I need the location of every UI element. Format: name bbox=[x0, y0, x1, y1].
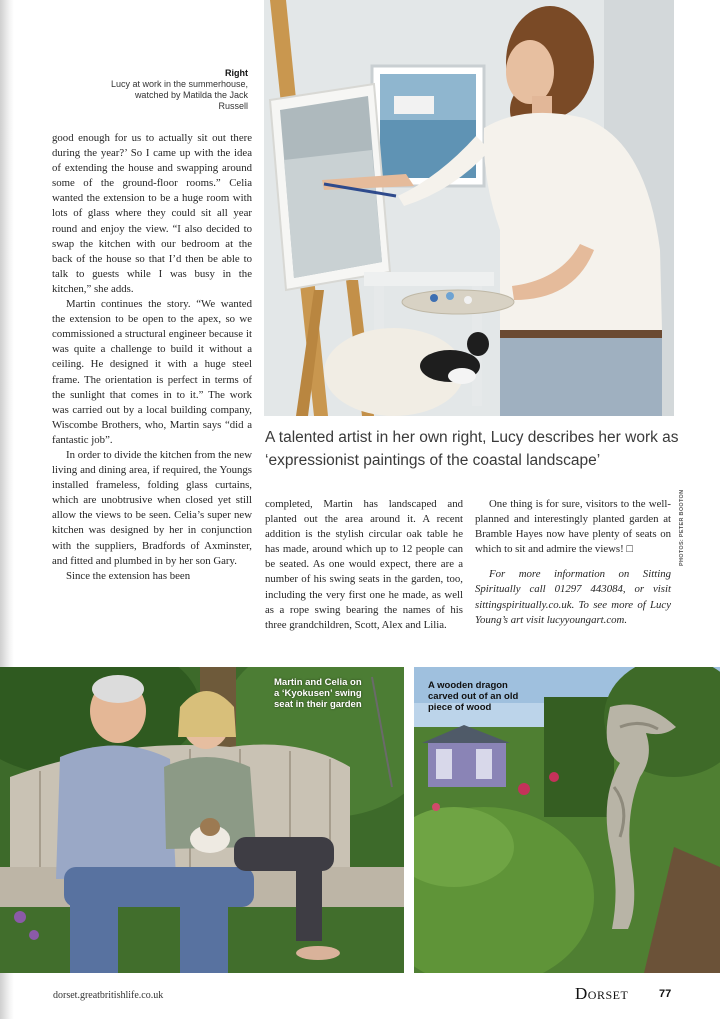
footer-magazine-name: Dorset bbox=[575, 984, 629, 1003]
footer-page-number: 77 bbox=[659, 988, 672, 1000]
photo-credit: PHOTOS: PETER BOOTON bbox=[679, 489, 685, 566]
hero-photo-artist-painting bbox=[264, 0, 674, 416]
footer-website-url: dorset.greatbritishlife.co.uk bbox=[53, 990, 164, 1001]
pull-quote: A talented artist in her own right, Lucy describes her work as ‘expressionist paintings of the coastal landscape’ bbox=[265, 429, 679, 469]
caption-bottom-left: Martin and Celia on a ‘Kyokusen’ swing seat in their garden bbox=[274, 677, 362, 710]
paragraph: Since the extension has been bbox=[66, 569, 191, 582]
paragraph: completed, Martin has landscaped and planted out the area around it. A recent addition is the stylish circular oak table he has made, around which up to 12 people can be seated. As one would expect, there are a number of his swing seats in the garden, too, including the very first one he made, as well as a rope swing bearing the names of his three grandchildren, Scott, Alex and Lilia. bbox=[265, 498, 463, 631]
article-column-right bbox=[475, 497, 671, 628]
paragraph: good enough for us to actually sit out there during the year?’ So I came up with the idea of extending the house and swapping around some of the ground-floor rooms.” Celia wanted the extension to be a huge room with lots of glass where they could sit all year round and enjoy the view. “I also decided to swap the kitchen with our bedroom at the back of the house so that I’d then be able to talk to guests while I was busy in the kitchen,” she adds. bbox=[52, 132, 252, 295]
caption-top-body: Lucy at work in the summerhouse, watched by Matilda the Jack Russell bbox=[110, 79, 248, 111]
caption-top-title: Right bbox=[225, 68, 248, 78]
paragraph: Martin continues the story. “We wanted the extension to be open to the apex, so we commissioned a structural engineer because it was quite a challenge to build it without a ceiling. He designed it with a huge steel frame. The orientation is perfect in terms of the sunlight that comes in to it.” The work was carried out by a local building company, Wiscombe Brothers, who, Martin says “did a fantastic job”. bbox=[52, 298, 252, 446]
paragraph: One thing is for sure, visitors to the well-planned and interestingly planted garden at Bramble Hayes now have plenty of seats on which to sit and admire the views! □ bbox=[475, 498, 671, 556]
article-column-middle bbox=[265, 497, 463, 633]
more-info-paragraph: For more information on Sitting Spiritually call 01297 443084, or visit sittingspiritually.co.uk. To see more of Lucy Young’s art visit lucyyoungart.com. bbox=[475, 568, 671, 626]
caption-top bbox=[108, 68, 248, 112]
article-column-left bbox=[52, 131, 252, 584]
caption-bottom-right: A wooden dragon carved out of an old piece of wood bbox=[428, 680, 519, 713]
photo-couple-swing-seat bbox=[0, 667, 404, 973]
paragraph: In order to divide the kitchen from the new living and dining area, if required, the Youngs installed frameless, folding glass curtains, which are unobtrusive when closed yet still allow the views to be seen. Celia’s super new kitchen was designed by her in conjunction with the suppliers, Bradfords of Axminster, and fitted and plumbed in by her son Gary. bbox=[52, 448, 252, 567]
